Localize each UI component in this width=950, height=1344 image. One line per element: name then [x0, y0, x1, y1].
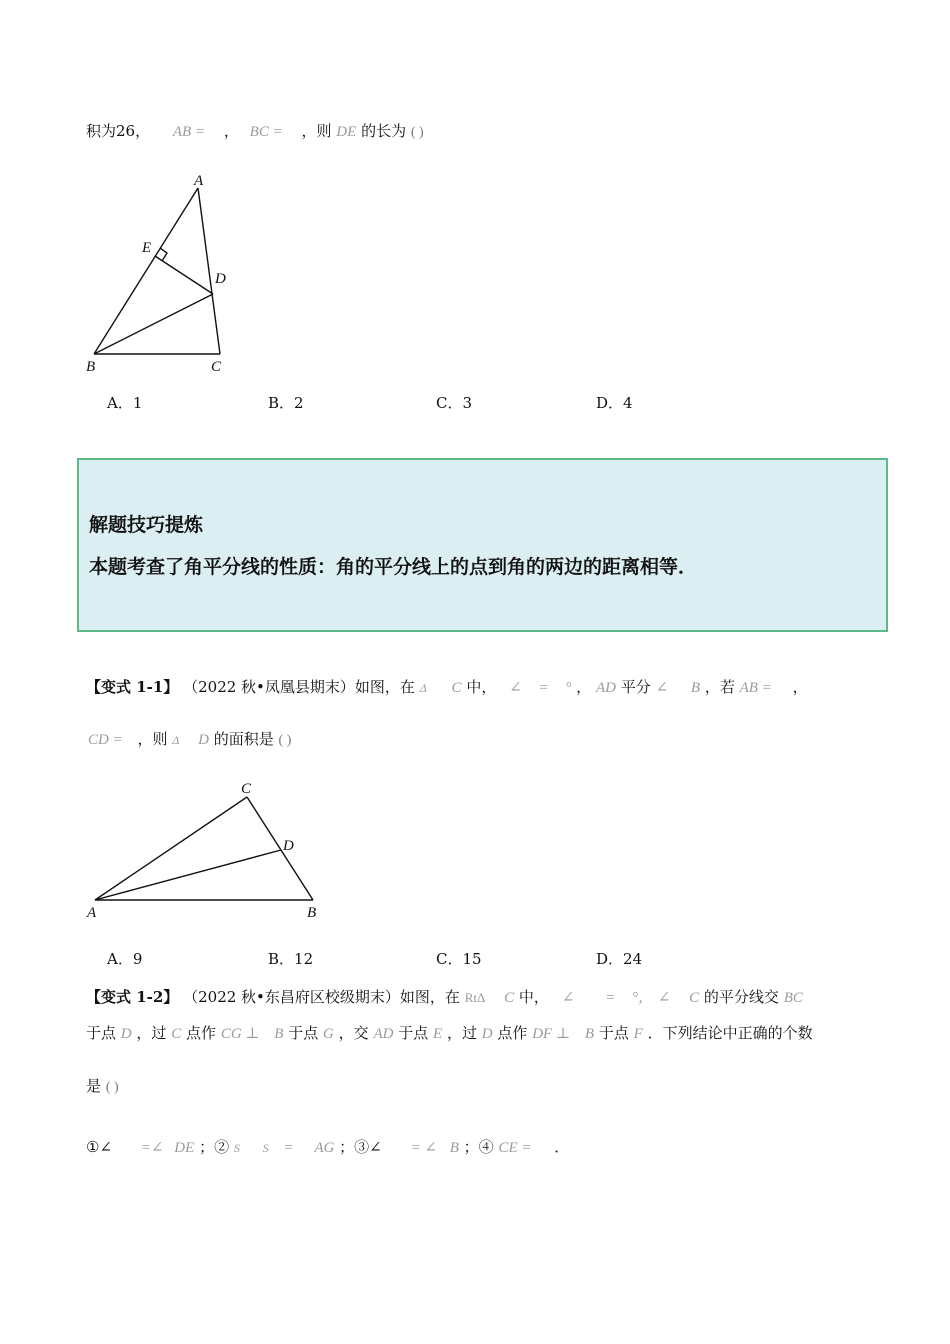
- statement-2-s2: S: [262, 1141, 269, 1155]
- statement-2-start: ；②: [199, 1138, 230, 1156]
- v11-comma: ，: [576, 678, 592, 696]
- v12-mid1: 中，: [518, 988, 549, 1006]
- right-angle-mark: [160, 248, 167, 261]
- v12-l2j: ．下列结论中正确的个数: [647, 1024, 813, 1042]
- v11-area: 的面积是: [213, 730, 274, 748]
- v12-rt: RtΔ: [464, 990, 486, 1005]
- v12-b1: B: [274, 1026, 284, 1042]
- statement-3-b: B: [449, 1140, 459, 1156]
- v11-then: ，则: [137, 730, 168, 748]
- v11-b: B: [690, 680, 701, 696]
- q1-sep2: ，则: [301, 122, 332, 140]
- v11-ad: AD: [595, 680, 616, 696]
- q1-bc: BC =: [249, 124, 283, 140]
- v11-deg: °: [565, 680, 572, 696]
- q1-option-c[interactable]: C．3: [436, 394, 473, 412]
- v12-c3: C: [171, 1026, 182, 1042]
- v11-tag: 【变式 1-1】: [86, 678, 179, 696]
- label-d: D: [283, 838, 294, 854]
- q1-line: [86, 120, 424, 141]
- v11-ang: ∠: [509, 680, 522, 696]
- line-ab: [94, 188, 198, 354]
- statement-1-eq: =∠: [140, 1140, 164, 1156]
- v12-l2i: 于点: [598, 1024, 629, 1042]
- label-d: D: [215, 271, 226, 287]
- label-c: C: [211, 359, 222, 375]
- v11-tri: Δ: [419, 681, 427, 695]
- line-ed: [155, 256, 213, 294]
- v12-g: G: [323, 1026, 334, 1042]
- v11-option-c[interactable]: C．15: [436, 950, 482, 968]
- label-b: B: [307, 905, 317, 920]
- v12-line1: [86, 986, 803, 1007]
- line-ad: [95, 850, 281, 900]
- tip-box: [77, 458, 888, 632]
- figure-triangle-abc-1: [80, 168, 250, 378]
- q1-ab: AB =: [172, 124, 206, 140]
- v12-l2f: 于点: [398, 1024, 429, 1042]
- v12-l2d: 于点: [288, 1024, 319, 1042]
- v12-paren: ( ): [105, 1080, 119, 1095]
- v12-c1: C: [504, 990, 515, 1006]
- v12-e: E: [433, 1026, 443, 1042]
- statement-1-start: ①∠: [86, 1138, 113, 1156]
- statement-4-end: ．: [554, 1138, 570, 1156]
- statement-2-s1: S: [233, 1141, 240, 1155]
- q1-option-d[interactable]: D．4: [596, 394, 633, 412]
- statement-2-ag: AG: [314, 1140, 335, 1156]
- v12-l2a: 于点: [86, 1024, 117, 1042]
- line-bd: [94, 294, 213, 354]
- v12-ang: ∠: [561, 990, 575, 1006]
- q1-prefix: 积为26，: [86, 122, 151, 140]
- v11-line1: [86, 676, 808, 697]
- v12-bisector: 的平分线交: [703, 988, 779, 1006]
- q1-de: DE: [336, 124, 357, 140]
- q1-option-b[interactable]: B．2: [268, 394, 304, 412]
- label-a: A: [87, 905, 97, 920]
- v11-eq: =: [538, 680, 549, 696]
- q1-sep1: ，: [223, 122, 239, 140]
- label-e: E: [142, 240, 152, 256]
- label-a: A: [194, 173, 204, 189]
- v12-source: （2022 秋•东昌府区校级期末）如图，在: [183, 988, 460, 1006]
- v11-ab: AB =: [739, 680, 772, 696]
- v11-tri2: Δ: [172, 733, 180, 747]
- q1-paren: ( ): [410, 125, 424, 140]
- v12-b2: B: [584, 1026, 595, 1042]
- label-c: C: [241, 781, 252, 797]
- v12-f: F: [633, 1026, 643, 1042]
- v11-comma2: ，: [792, 678, 808, 696]
- v12-l2b: ，过: [136, 1024, 167, 1042]
- v12-tag: 【变式 1-2】: [86, 988, 179, 1006]
- statement-4-start: ；④: [463, 1138, 494, 1156]
- statement-3-eq: = ∠: [410, 1140, 437, 1156]
- v12-deg: °，: [631, 990, 653, 1006]
- v11-line2: [88, 728, 291, 749]
- v11-option-a[interactable]: A．9: [107, 950, 143, 968]
- v12-l2c: 点作: [186, 1024, 217, 1042]
- v12-cg: CG ⊥: [220, 1026, 260, 1042]
- v12-df: DF ⊥: [532, 1026, 571, 1042]
- v11-ang2: ∠: [655, 680, 669, 696]
- v11-if: ，若: [704, 678, 735, 696]
- v12-c2: C: [689, 990, 700, 1006]
- v12-l2h: 点作: [497, 1024, 528, 1042]
- q1-option-a[interactable]: A．1: [107, 394, 143, 412]
- statement-2-eq: =: [283, 1140, 294, 1156]
- v11-option-d[interactable]: D．24: [596, 950, 643, 968]
- v11-source: （2022 秋•凤凰县期末）如图，在: [183, 678, 415, 696]
- v11-option-b[interactable]: B．12: [268, 950, 314, 968]
- tip-body: 本题考查了角平分线的性质：角的平分线上的点到角的两边的距离相等．: [89, 556, 698, 578]
- tip-title: 解题技巧提炼: [89, 514, 204, 536]
- v11-mid1: 中，: [466, 678, 497, 696]
- v12-l2e: ，交: [338, 1024, 369, 1042]
- v11-c1: C: [451, 680, 462, 696]
- v11-bisect: 平分: [620, 678, 651, 696]
- statement-3-start: ；③∠: [339, 1138, 382, 1156]
- statements-line: [86, 1136, 569, 1157]
- v12-eq: =: [605, 990, 616, 1006]
- v12-line3: [86, 1075, 119, 1096]
- v12-ad: AD: [373, 1026, 394, 1042]
- statement-4-ce: CE =: [498, 1140, 532, 1156]
- v11-paren: ( ): [278, 733, 292, 748]
- v12-bc: BC: [783, 990, 803, 1006]
- label-b: B: [86, 359, 96, 375]
- q1-suffix: 的长为: [361, 122, 407, 140]
- v12-l2g: ，过: [447, 1024, 478, 1042]
- statement-1-de: DE: [174, 1140, 195, 1156]
- line-ac: [95, 797, 247, 900]
- v11-d: D: [198, 732, 209, 748]
- line-cb: [247, 797, 313, 900]
- figure-triangle-abc-2: [82, 775, 332, 920]
- v12-d: D: [120, 1026, 132, 1042]
- v12-l3: 是: [86, 1077, 102, 1095]
- v11-cd: CD =: [88, 732, 123, 748]
- v12-line2: [86, 1022, 813, 1043]
- v12-ang2: ∠: [657, 990, 671, 1006]
- v12-d2: D: [481, 1026, 493, 1042]
